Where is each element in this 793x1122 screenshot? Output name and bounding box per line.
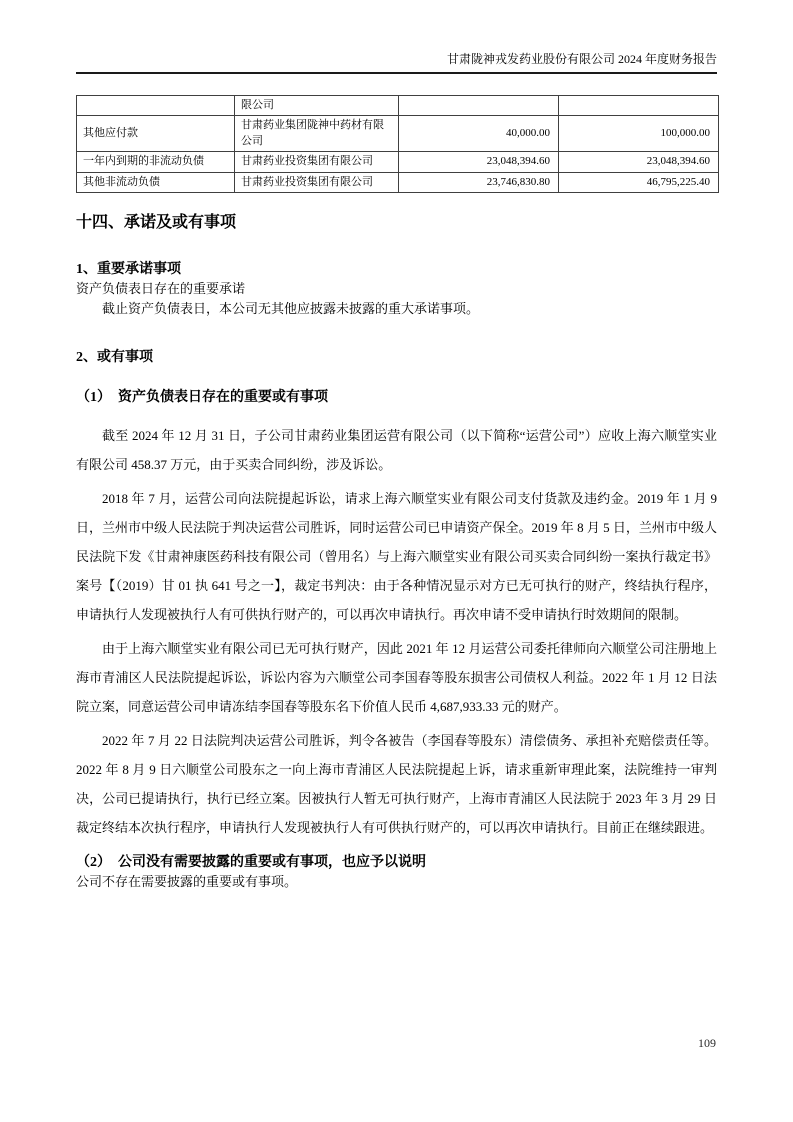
table-cell-company: 甘肃药业投资集团有限公司: [235, 152, 399, 172]
paragraph-lawsuit-2018: 2018 年 7 月，运营公司向法院提起诉讼，请求上海六顺堂实业有限公司支付货款及违约金。2019 年 1 月 9 日，兰州市中级人民法院于判决运营公司胜诉，同时运营公司已申请资产保全。2019 年 8 月 5 日，兰州市中级人民法院下发《甘肃神康医药科技有限公司（曾用名）与上海六顺堂实业有限公司买卖合同纠纷一案执行裁定书》案号【（2019）甘 01 执 641 号之一】，裁定书判决：由于各种情况显示对方已无可执行的财产，终结执行程序，申请执行人发现被执行人有可供执行财产的，可以再次申请执行。再次申请不受申请执行时效期间的限制。: [76, 490, 717, 622]
table-cell-company: 甘肃药业集团陇神中药材有限公司: [235, 116, 399, 152]
subsection-heading-contingencies-item1: （1） 资产负债表日存在的重要或有事项: [76, 389, 328, 405]
paragraph-lawsuit-2022: 2022 年 7 月 22 日法院判决运营公司胜诉，判令各被告（李国春等股东）清偿债务、承担补充赔偿责任等。2022 年 8 月 9 日六顺堂公司股东之一向上海市青浦区人民法院提起上诉，请求重新审理此案，法院维持一审判决，公司已提请执行，执行已经立案。因被执行人暂无可执行财产，上海市青浦区人民法院于 2023 年 3 月 29 日裁定终结本次执行程序，申请执行人发现被执行人有可供执行财产的，可以再次申请执行。目前正在继续跟进。: [76, 732, 717, 835]
subsection-heading-important-commitments: 1、重要承诺事项: [76, 261, 181, 277]
table-cell-item: 一年内到期的非流动负债: [77, 152, 235, 172]
table-cell-ending-balance: 40,000.00: [399, 116, 559, 152]
subsection-heading-contingencies-item2: （2） 公司没有需要披露的重要或有事项，也应予以说明: [76, 854, 426, 870]
table-row: [77, 152, 719, 172]
table-row: [77, 116, 719, 152]
table-cell-company: 甘肃药业投资集团有限公司: [235, 172, 399, 192]
report-header-title: 甘肃陇神戎发药业股份有限公司 2024 年度财务报告: [446, 52, 717, 66]
table-cell-beginning-balance: 46,795,225.40: [559, 172, 719, 192]
table-row: [77, 172, 719, 192]
table-cell-ending-balance: 23,048,394.60: [399, 152, 559, 172]
table-cell-company: 限公司: [235, 96, 399, 116]
table-cell-item: 其他非流动负债: [77, 172, 235, 192]
table-cell-item: 其他应付款: [77, 116, 235, 152]
table-cell-beginning-balance: 23,048,394.60: [559, 152, 719, 172]
table-cell-beginning-balance: 100,000.00: [559, 116, 719, 152]
section-heading-commitments-contingencies: 十四、承诺及或有事项: [76, 213, 237, 231]
report-header: [76, 52, 717, 74]
table-cell-item: [77, 96, 235, 116]
table-cell-ending-balance: [399, 96, 559, 116]
text-commitments-statement: 截止资产负债表日，本公司无其他应披露未披露的重大承诺事项。: [102, 300, 480, 316]
table-cell-beginning-balance: [559, 96, 719, 116]
paragraph-lawsuit-2021: 由于上海六顺堂实业有限公司已无可执行财产，因此 2021 年 12 月运营公司委托律师向六顺堂公司注册地上海市青浦区人民法院提起诉讼，诉讼内容为六顺堂公司李国春等股东损害公司债权人利益。2022 年 1 月 12 日法院立案，同意运营公司申请冻结李国春等股东名下价值人民币 4,687,933.33 元的财产。: [76, 640, 717, 714]
paragraph-contingency-overview: 截至 2024 年 12 月 31 日，子公司甘肃药业集团运营有限公司（以下简称“运营公司”）应收上海六顺堂实业有限公司 458.37 万元，由于买卖合同纠纷，涉及诉讼。: [76, 427, 717, 472]
table-row: [77, 96, 719, 116]
table-cell-ending-balance: 23,746,830.80: [399, 172, 559, 192]
payables-table: [76, 95, 719, 193]
subsection-heading-contingencies: 2、或有事项: [76, 349, 153, 365]
text-no-disclosure-statement: 公司不存在需要披露的重要或有事项。: [76, 873, 298, 889]
text-commitments-caption: 资产负债表日存在的重要承诺: [76, 280, 246, 296]
page-number: 109: [698, 1036, 716, 1050]
